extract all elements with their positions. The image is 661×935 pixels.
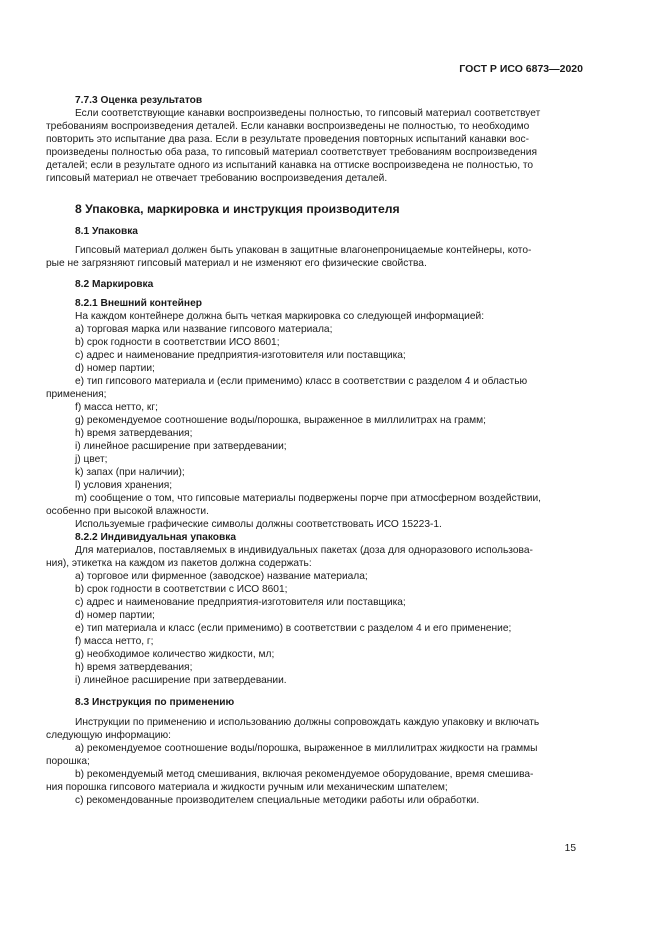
section-8-1-heading: 8.1 Упаковка	[75, 226, 138, 237]
page-number: 15	[564, 843, 576, 854]
list-item: c) адрес и наименование предприятия-изготовителя или поставщика;	[75, 350, 406, 361]
list-item: g) необходимое количество жидкости, мл;	[75, 649, 275, 660]
text-line: гипсовый материал не отвечает требованию воспроизведения деталей.	[46, 173, 388, 184]
list-item: f) масса нетто, кг;	[75, 402, 158, 413]
text-line: Если соответствующие канавки воспроизведены полностью, то гипсовый материал соответствует	[75, 108, 541, 119]
section-8-2-1-list	[46, 310, 583, 531]
section-7-7-3-heading: 7.7.3 Оценка результатов	[75, 95, 203, 106]
list-item: l) условия хранения;	[75, 480, 173, 491]
text-line: повторить это испытание два раза. Если в результате проведения повторных испытаний канавки вос-	[46, 134, 530, 145]
list-item: c) рекомендованные производителем специальные методики работы или обработки.	[75, 795, 480, 806]
list-item: c) адрес и наименование предприятия-изготовителя или поставщика;	[75, 597, 406, 608]
text-line: ния), этикетка на каждом из пакетов должна содержать:	[46, 558, 312, 569]
list-item: h) время затвердевания;	[75, 428, 193, 439]
list-item: f) масса нетто, г;	[75, 636, 154, 647]
list-item: d) номер партии;	[75, 363, 155, 374]
list-item: j) цвет;	[75, 454, 108, 465]
section-8-1-paragraph	[46, 244, 583, 270]
section-8-2-2-heading: 8.2.2 Индивидуальная упаковка	[75, 532, 237, 543]
text-line: рые не загрязняют гипсовый материал и не изменяют его физические свойства.	[46, 258, 427, 269]
text-line: следующую информацию:	[46, 730, 171, 741]
text-line: требованиям воспроизведения деталей. Если канавки воспроизведены не полностью, то необходимо	[46, 121, 530, 132]
list-item: применения;	[46, 389, 107, 400]
list-item: порошка;	[46, 756, 90, 767]
section-8-heading: 8 Упаковка, маркировка и инструкция производителя	[75, 202, 400, 216]
section-8-2-2-list	[46, 544, 583, 687]
text-line: Используемые графические символы должны соответствовать ИСО 15223-1.	[75, 519, 442, 530]
list-item: особенно при высокой влажности.	[46, 506, 209, 517]
list-item: i) линейное расширение при затвердевании.	[75, 675, 287, 686]
list-item: e) тип гипсового материала и (если применимо) класс в соответствии с разделом 4 и областью	[75, 376, 528, 387]
section-7-7-3-paragraph	[46, 107, 583, 185]
list-item: k) запах (при наличии);	[75, 467, 185, 478]
list-item: a) торговая марка или название гипсового материала;	[75, 324, 333, 335]
text-line: Гипсовый материал должен быть упакован в защитные влагонепроницаемые контейнеры, кото-	[75, 245, 532, 256]
text-line: На каждом контейнере должна быть четкая маркировка со следующей информацией:	[75, 311, 485, 322]
page-body	[46, 94, 583, 807]
section-8-3-heading: 8.3 Инструкция по применению	[75, 697, 235, 708]
text-line: деталей; если в результате одного из испытаний канавка на оттиске воспроизведена не полностью, то	[46, 160, 534, 171]
text-line: произведены полностью оба раза, то гипсовый материал соответствует требованиям воспроизведения	[46, 147, 537, 158]
list-item: b) срок годности в соответствии ИСО 8601;	[75, 337, 280, 348]
list-item: e) тип материала и класс (если применимо) в соответствии с разделом 4 и его применение;	[75, 623, 512, 634]
list-item: ния порошка гипсового материала и жидкости ручным или механическим шпателем;	[46, 782, 448, 793]
list-item: a) рекомендуемое соотношение воды/порошка, выраженное в миллилитрах жидкости на граммы	[75, 743, 538, 754]
document-code: ГОСТ Р ИСО 6873—2020	[459, 63, 583, 75]
text-line: Для материалов, поставляемых в индивидуальных пакетах (доза для одноразового использова-	[75, 545, 533, 556]
list-item: i) линейное расширение при затвердевании;	[75, 441, 287, 452]
list-item: b) срок годности в соответствии с ИСО 8601;	[75, 584, 288, 595]
list-item: d) номер партии;	[75, 610, 155, 621]
section-8-3-list	[46, 716, 583, 807]
section-8-2-heading: 8.2 Маркировка	[75, 279, 154, 290]
list-item: g) рекомендуемое соотношение воды/порошка, выраженное в миллилитрах на грамм;	[75, 415, 487, 426]
list-item: a) торговое или фирменное (заводское) название материала;	[75, 571, 368, 582]
section-8-2-1-heading: 8.2.1 Внешний контейнер	[75, 298, 202, 309]
list-item: h) время затвердевания;	[75, 662, 193, 673]
list-item: b) рекомендуемый метод смешивания, включая рекомендуемое оборудование, время смешива-	[75, 769, 534, 780]
text-line: Инструкции по применению и использованию должны сопровождать каждую упаковку и включать	[75, 717, 540, 728]
list-item: m) сообщение о том, что гипсовые материалы подвержены порче при атмосферном воздействии,	[75, 493, 541, 504]
